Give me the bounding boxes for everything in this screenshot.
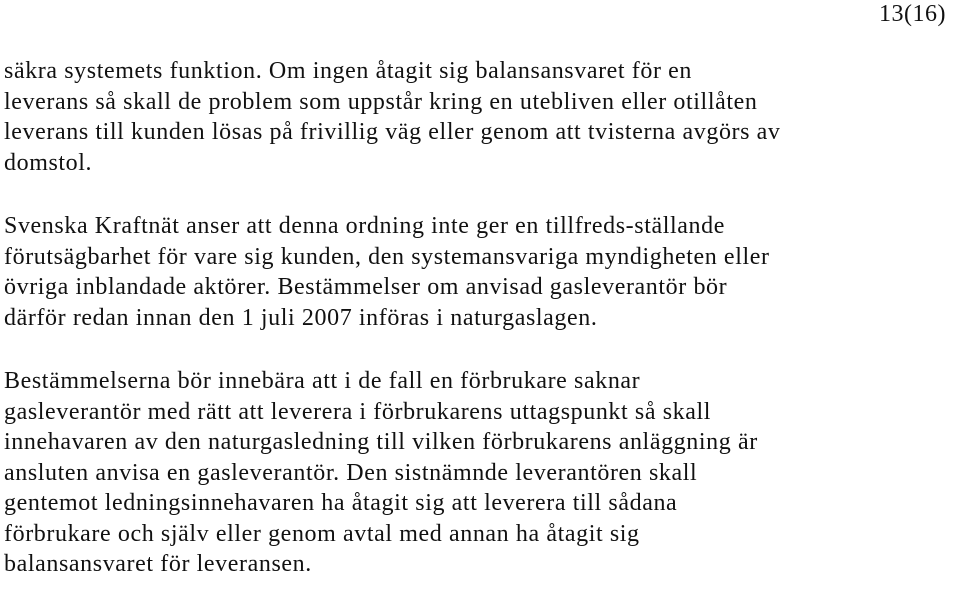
page-number: 13(16) bbox=[879, 1, 946, 27]
text-line: övriga inblandade aktörer. Bestämmelser om anvisad gasleverantör bör bbox=[4, 274, 728, 300]
text-line: leverans till kunden lösas på frivillig väg eller genom att tvisterna avgörs av bbox=[4, 119, 781, 145]
paragraph-1 bbox=[4, 56, 954, 178]
text-line: Svenska Kraftnät anser att denna ordning inte ger en tillfreds-ställande bbox=[4, 213, 725, 239]
text-line: balansansvaret för leveransen. bbox=[4, 551, 312, 577]
text-line: leverans så skall de problem som uppstår kring en utebliven eller otillåten bbox=[4, 88, 758, 115]
paragraph-2 bbox=[4, 211, 954, 333]
document-body bbox=[4, 56, 954, 613]
paragraph-3 bbox=[4, 366, 954, 580]
text-line: säkra systemets funktion. Om ingen åtagit sig balansansvaret för en bbox=[4, 58, 693, 84]
text-line: gentemot ledningsinnehavaren ha åtagit sig att leverera till sådana bbox=[4, 490, 678, 516]
text-line: förutsägbarhet för vare sig kunden, den systemansvariga myndigheten eller bbox=[4, 243, 770, 270]
text-line: domstol. bbox=[4, 149, 93, 176]
text-line: ansluten anvisa en gasleverantör. Den sistnämnde leverantören skall bbox=[4, 459, 698, 486]
text-line: gasleverantör med rätt att leverera i förbrukarens uttagspunkt så skall bbox=[4, 398, 712, 425]
text-line: därför redan innan den 1 juli 2007 införas i naturgaslagen. bbox=[4, 304, 598, 331]
text-line: innehavaren av den naturgasledning till vilken förbrukarens anläggning är bbox=[4, 429, 758, 455]
text-line: Bestämmelserna bör innebära att i de fall en förbrukare saknar bbox=[4, 368, 641, 394]
text-line: förbrukare och själv eller genom avtal med annan ha åtagit sig bbox=[4, 520, 640, 547]
